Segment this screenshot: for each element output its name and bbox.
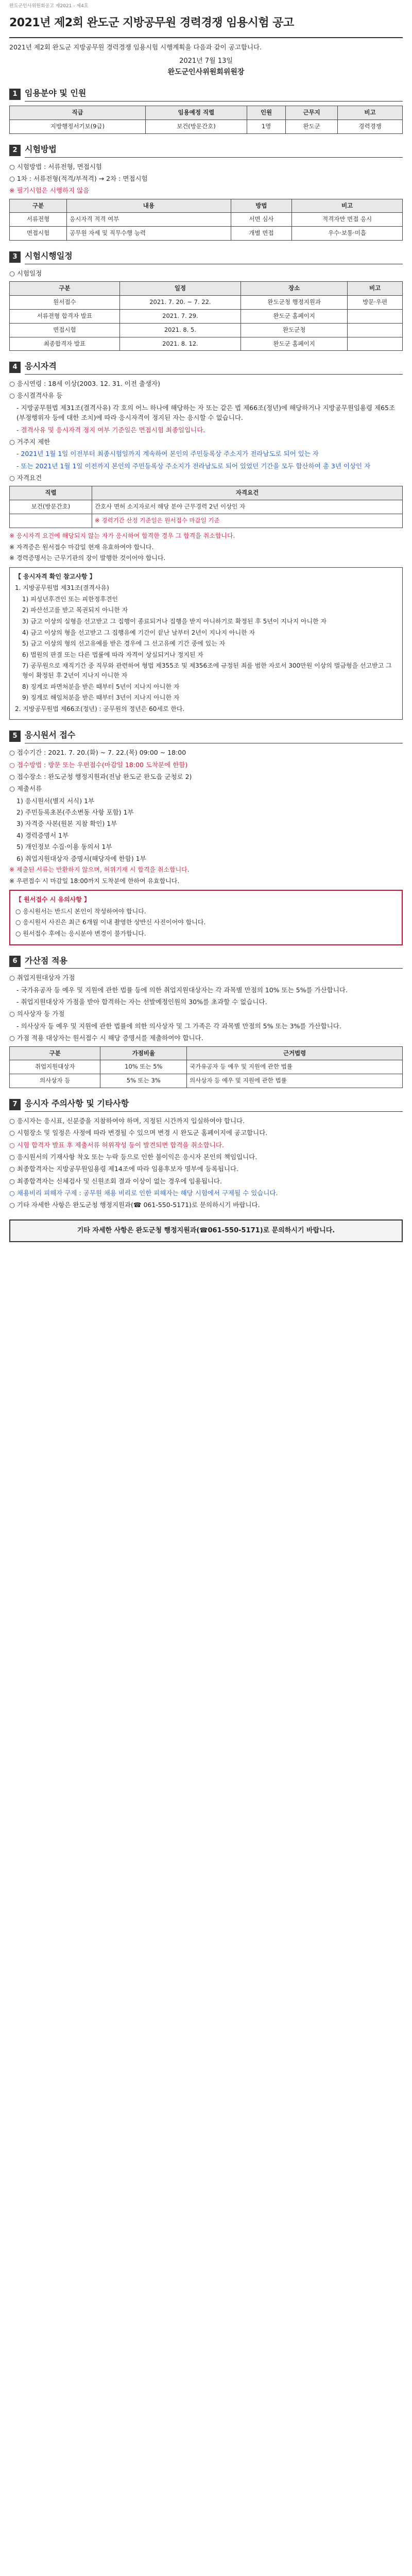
issuer-org: 완도군인사위원회위원장	[167, 67, 245, 76]
table-row	[10, 1074, 403, 1088]
paragraph: ○ 접수장소 : 완도군청 행정지원과(전남 완도군 완도읍 군청로 2)	[9, 772, 192, 781]
table-row	[10, 309, 403, 323]
table-cell: 지방행정서기보(9급)	[10, 120, 146, 133]
table-cell: 2021. 8. 5.	[119, 323, 241, 337]
paragraph: ○ 응시자는 응시표, 신분증을 지참하여야 하며, 지정된 시간까지 입실하여야 합니다.	[9, 1116, 245, 1125]
schedule-table	[9, 281, 403, 351]
section-title: 시험방법	[25, 143, 403, 158]
section-6-header	[9, 955, 403, 969]
section-number: 4	[9, 362, 21, 373]
date-block	[9, 56, 403, 78]
paragraph-note: ※ 필기시험은 시행하지 않음	[9, 187, 90, 195]
table-cell: 완도군청	[241, 323, 348, 337]
paragraph: - 2021년 1월 1일 이전부터 최종시험일까지 계속하여 본인의 주민등록상 주소지가 전라남도로 되어 있는 자	[16, 450, 319, 458]
note-text: ※ 우편접수 시 마감일 18:00까지 도착분에 한하여 유효합니다.	[9, 877, 180, 885]
table-header-cell: 장소	[241, 282, 348, 296]
table-header-cell: 인원	[247, 106, 285, 120]
intro-text: 2021년 제2회 완도군 지방공무원 경력경쟁 임용시험 시행계획을 다음과 같이 공고합니다.	[9, 43, 262, 52]
table-cell: 면접시험	[10, 227, 67, 241]
application-caution-box	[9, 890, 403, 945]
table-cell	[10, 514, 92, 528]
table-cell: 10% 또는 5%	[100, 1060, 187, 1074]
paragraph: ○ 시험일정	[9, 269, 42, 277]
section-number: 5	[9, 731, 21, 742]
table-row	[10, 296, 403, 310]
table-header-cell: 비고	[338, 106, 403, 120]
table-row	[10, 500, 403, 514]
section-2-header	[9, 143, 403, 158]
list-item: 6) 취업지원대상자 증명서(해당자에 한함) 1부	[16, 854, 146, 862]
qualification-table	[9, 486, 403, 528]
paragraph: ○ 거주지 제한	[9, 437, 50, 446]
paragraph: ○ 응시연령 : 18세 이상(2003. 12. 31. 이전 출생자)	[9, 380, 161, 388]
box-title: 【 응시자격 확인 참고사항 】	[15, 572, 96, 580]
table-header-cell: 비고	[292, 199, 403, 213]
box-line: ○ 응시원서는 반드시 본인이 작성하여야 합니다.	[15, 907, 146, 915]
box-line: 8) 징계로 파면처분을 받은 때부터 5년이 지나지 아니한 자	[22, 683, 180, 690]
table-header-cell: 자격요건	[92, 486, 403, 500]
box-line: 1. 지방공무원법 제31조(결격사유)	[15, 584, 109, 592]
table-cell: 의사상자 등	[10, 1074, 100, 1088]
paragraph: - 결격사유 및 응시자격 정지 여부 기준일은 면접시험 최종일입니다.	[16, 426, 205, 434]
note-text: ※ 자격증은 원서접수 마감일 현재 유효하여야 합니다.	[9, 543, 154, 551]
table-cell: 완도군 홈페이지	[241, 337, 348, 351]
table-cell: 보건(방문간호)	[10, 500, 92, 514]
title-divider	[9, 37, 403, 38]
table-header-cell: 구분	[10, 282, 120, 296]
paragraph: ○ 응시원서의 기재사항 착오 또는 누락 등으로 인한 불이익은 응시자 본인의 책임입니다.	[9, 1153, 258, 1161]
table-row	[10, 213, 403, 227]
table-header-cell: 가점비율	[100, 1046, 187, 1060]
document-header-meta: 완도군인사위원회공고 제2021 - 제4호	[9, 4, 89, 9]
table-cell: 2021. 7. 20. ~ 7. 22.	[119, 296, 241, 310]
paragraph: ○ 접수기간 : 2021. 7. 20.(화) ~ 7. 22.(목) 09:00 ~ 18:00	[9, 749, 186, 757]
table-cell: 응시자격 적격 여부	[67, 213, 231, 227]
section-title: 임용분야 및 인원	[25, 87, 403, 101]
table-cell	[348, 337, 403, 351]
table-cell: 서류전형 합격자 발표	[10, 309, 120, 323]
section-title: 가산점 적용	[25, 955, 403, 969]
section-1-header	[9, 87, 403, 101]
table-cell: 2021. 7. 29.	[119, 309, 241, 323]
table-cell: 국가유공자 등 예우 및 지원에 관한 법률	[187, 1060, 403, 1074]
list-item: 5) 개인정보 수집·이용 동의서 1부	[16, 843, 112, 851]
section-title: 응시자 주의사항 및 기타사항	[25, 1097, 403, 1112]
box-line: 4) 금고 이상의 형을 선고받고 그 집행유예 기간이 끝난 날부터 2년이 지나지 아니한 자	[22, 629, 255, 636]
list-item: 3) 자격증 사본(원본 지참 확인) 1부	[16, 820, 117, 828]
section-4-header	[9, 360, 403, 375]
paragraph: ○ 응시결격사유 등	[9, 392, 63, 400]
table-cell: 서면 심사	[231, 213, 291, 227]
bonus-points-table	[9, 1046, 403, 1088]
section-number: 7	[9, 1099, 21, 1110]
contact-footer: 기타 자세한 사항은 완도군청 행정지원과(☎061-550-5171)로 문의하시기 바랍니다.	[9, 1219, 403, 1242]
note-text: ※ 경력증명서는 근무기관의 장이 발행한 것이어야 합니다.	[9, 554, 166, 562]
section-5-header	[9, 729, 403, 743]
table-row	[10, 337, 403, 351]
table-header-cell: 구분	[10, 1046, 100, 1060]
section-number: 3	[9, 251, 21, 263]
box-line: 9) 징계로 해임처분을 받은 때부터 3년이 지나지 아니한 자	[22, 694, 180, 702]
paragraph: ○ 제출서류	[9, 785, 42, 793]
paragraph: - 취업지원대상자 가점을 받아 합격하는 자는 선발예정인원의 30%를 초과할 수 없습니다.	[16, 998, 267, 1006]
page-title: 2021년 제2회 완도군 지방공무원 경력경쟁 임용시험 공고	[9, 16, 294, 29]
table-cell: 공무원 자세 및 직무수행 능력	[67, 227, 231, 241]
paragraph: ○ 시험방법 : 서류전형, 면접시험	[9, 162, 102, 171]
paragraph: ○ 시험 합격자 발표 후 제출서류 허위작성 등이 발견되면 합격을 취소합니다.	[9, 1141, 224, 1149]
table-row	[10, 227, 403, 241]
table-cell	[348, 323, 403, 337]
table-cell: 경력경쟁	[338, 120, 403, 133]
table-cell: 서류전형	[10, 213, 67, 227]
table-header-cell: 임용예정 직렬	[145, 106, 247, 120]
list-item: 1) 응시원서(별지 서식) 1부	[16, 796, 95, 805]
box-line: 1) 피성년후견인 또는 피한정후견인	[22, 595, 118, 603]
paragraph: ○ 접수방법 : 방문 또는 우편접수(마감일 18:00 도착분에 한함)	[9, 760, 188, 769]
table-row	[10, 120, 403, 133]
table-cell: 2021. 8. 12.	[119, 337, 241, 351]
box-line: 6) 법원의 판결 또는 다른 법률에 따라 자격이 상실되거나 정지된 자	[22, 651, 203, 658]
paragraph: - 지방공무원법 제31조(결격사유) 각 호의 어느 하나에 해당하는 자 또는 같은 법 제66조(정년)에 해당하거나 지방공무원임용령 제65조(부정행위자 등에 대한 조치)에 따라 응시자격이 정지된 자는 응시할 수 없습니다.	[16, 403, 396, 422]
paragraph: ○ 의사상자 등 가점	[9, 1010, 65, 1018]
table-cell: 방문·우편	[348, 296, 403, 310]
table-cell: 최종합격자 발표	[10, 337, 120, 351]
box-title: 【 원서접수 시 유의사항 】	[15, 896, 91, 904]
section-title: 시험시행일정	[25, 250, 403, 264]
table-row	[10, 323, 403, 337]
paragraph: ○ 가점 적용 대상자는 원서접수 시 해당 증명서를 제출하여야 합니다.	[9, 1034, 203, 1042]
table-cell: 보건(방문간호)	[145, 120, 247, 133]
table-header-cell: 근거법령	[187, 1046, 403, 1060]
paragraph: - 또는 2021년 1월 1일 이전까지 본인의 주민등록상 주소지가 전라남도로 되어 있었던 기간을 모두 합산하여 총 3년 이상인 자	[16, 462, 371, 470]
table-header-cell: 방법	[231, 199, 291, 213]
table-cell: 취업지원대상자	[10, 1060, 100, 1074]
note-text: ※ 제출된 서류는 반환하지 않으며, 허위기재 시 합격을 취소합니다.	[9, 866, 190, 873]
box-line: 7) 공무원으로 재직기간 중 직무와 관련하여 형법 제355조 및 제356조에 규정된 죄를 범한 자로서 300만원 이상의 벌금형을 선고받고 그 형이 확정된 후 2년이 지나지 아니한 자	[22, 662, 392, 680]
paragraph: ○ 채용비리 피해자 구제 : 공무원 채용 비리로 인한 피해자는 해당 시험에서 구제될 수 있습니다.	[9, 1189, 278, 1197]
table-header-cell: 일정	[119, 282, 241, 296]
table-header-cell: 비고	[348, 282, 403, 296]
table-cell: ※ 경력기간 산정 기준일은 원서접수 마감일 기준	[92, 514, 403, 528]
positions-table	[9, 106, 403, 134]
paragraph: - 국가유공자 등 예우 및 지원에 관한 법률 등에 의한 취업지원대상자는 각 과목별 만점의 10% 또는 5%를 가산합니다.	[16, 986, 348, 994]
table-cell: 원서접수	[10, 296, 120, 310]
table-cell: 우수·보통·미흡	[292, 227, 403, 241]
section-number: 2	[9, 145, 21, 156]
section-3-header	[9, 250, 403, 264]
list-item: 4) 경력증명서 1부	[16, 831, 69, 839]
paragraph: ○ 자격요건	[9, 474, 42, 482]
list-item: 2) 주민등록초본(주소변동 사항 포함) 1부	[16, 808, 134, 817]
table-row	[10, 514, 403, 528]
paragraph: - 의사상자 등 예우 및 지원에 관한 법률에 의한 의사상자 및 그 가족은 각 과목별 만점의 5% 또는 3%를 가산합니다.	[16, 1022, 341, 1030]
section-title: 응시자격	[25, 360, 403, 375]
table-row	[10, 1060, 403, 1074]
table-header-cell: 구분	[10, 199, 67, 213]
paragraph: ○ 1차 : 서류전형(적격/부적격) → 2차 : 면접시험	[9, 174, 148, 182]
table-cell: 의사상자 등 예우 및 지원에 관한 법률	[187, 1074, 403, 1088]
table-cell: 완도군	[286, 120, 338, 133]
note-text: ※ 응시자격 요건에 해당되지 않는 자가 응시하여 합격한 경우 그 합격을 취소합니다.	[9, 532, 235, 539]
table-cell: 5% 또는 3%	[100, 1074, 187, 1088]
section-number: 1	[9, 89, 21, 100]
paragraph: ○ 기타 자세한 사항은 완도군청 행정지원과(☎ 061-550-5171)로 문의하시기 바랍니다.	[9, 1201, 260, 1209]
paragraph: ○ 최종합격자는 지방공무원임용령 제14조에 따라 임용후보자 명부에 등록됩니다.	[9, 1165, 239, 1173]
table-cell: 개별 면접	[231, 227, 291, 241]
table-header-cell: 근무지	[286, 106, 338, 120]
box-line: ○ 응시원서 사진은 최근 6개월 이내 촬영한 상반신 사진이어야 합니다.	[15, 919, 206, 926]
exam-method-table	[9, 199, 403, 241]
section-7-header	[9, 1097, 403, 1112]
table-cell: 완도군청 행정지원과	[241, 296, 348, 310]
paragraph: ○ 시험장소 및 일정은 사정에 따라 변경될 수 있으며 변경 시 완도군 홈페이지에 공고합니다.	[9, 1129, 268, 1137]
table-cell: 간호사 면허 소지자로서 해당 분야 근무경력 2년 이상인 자	[92, 500, 403, 514]
table-cell: 적격자만 면접 응시	[292, 213, 403, 227]
table-cell: 면접시험	[10, 323, 120, 337]
qualification-reference-box	[9, 567, 403, 720]
section-title: 응시원서 접수	[25, 729, 403, 743]
table-header-cell: 내용	[67, 199, 231, 213]
table-cell: 완도군 홈페이지	[241, 309, 348, 323]
paragraph: ○ 취업지원대상자 가점	[9, 974, 75, 982]
table-header-cell: 직급	[10, 106, 146, 120]
table-cell	[348, 309, 403, 323]
paragraph: ○ 최종합격자는 신체검사 및 신원조회 결과 이상이 없는 경우에 임용됩니다.	[9, 1177, 222, 1185]
box-line: 2) 파산선고를 받고 복권되지 아니한 자	[22, 606, 128, 614]
section-number: 6	[9, 956, 21, 967]
box-line: 3) 금고 이상의 실형을 선고받고 그 집행이 종료되거나 집행을 받지 아니하기로 확정된 후 5년이 지나지 아니한 자	[22, 618, 327, 625]
table-header-cell: 직렬	[10, 486, 92, 500]
box-line: ○ 원서접수 후에는 응시분야 변경이 불가합니다.	[15, 929, 146, 937]
box-line: 5) 금고 이상의 형의 선고유예를 받은 경우에 그 선고유예 기간 중에 있는 자	[22, 640, 226, 648]
box-line: 2. 지방공무원법 제66조(정년) : 공무원의 정년은 60세로 한다.	[15, 705, 185, 713]
table-cell: 1명	[247, 120, 285, 133]
notice-date: 2021년 7월 13일	[179, 57, 233, 65]
